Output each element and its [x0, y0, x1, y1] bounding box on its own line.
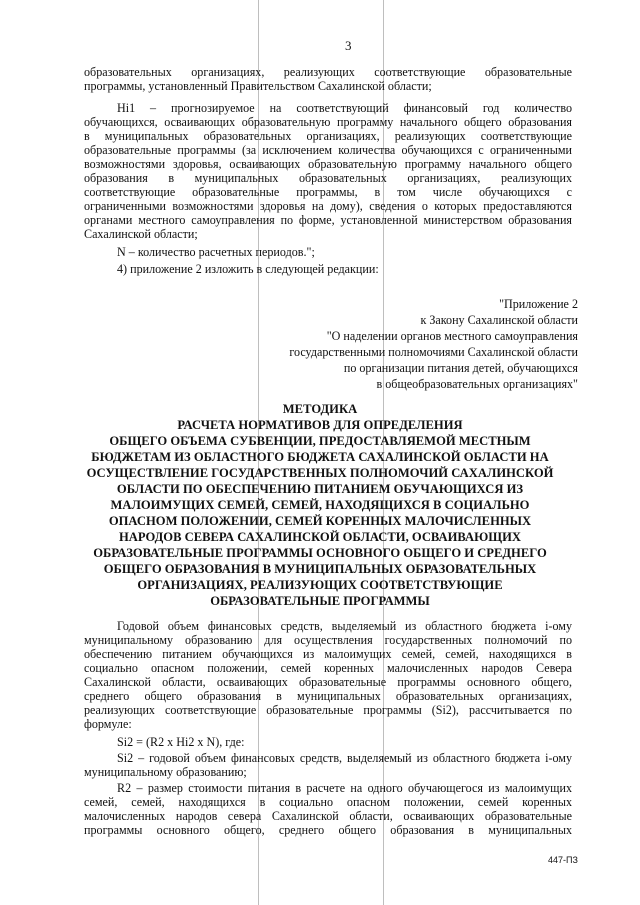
- appendix-line: к Закону Сахалинской области: [420, 313, 578, 327]
- text-line: 4) приложение 2 изложить в следующей редакции:: [117, 262, 379, 276]
- text-line: Нi1 – прогнозируемое на соответствующий финансовый год количество: [117, 101, 572, 115]
- appendix-line: государственными полномочиями Сахалинской области: [289, 345, 578, 359]
- text-line: образовательных организациях, реализующих соответствующие образовательные: [84, 65, 572, 79]
- text-line: обеспечению питанием обучающихся из малоимущих семей, семей, находящихся в: [84, 647, 572, 661]
- document-code: 447-ПЗ: [548, 855, 578, 865]
- text-line: в муниципальных образовательных организациях, реализующих соответствующие: [84, 129, 572, 143]
- title-line: МЕТОДИКА: [282, 402, 358, 416]
- text-line: среднего общего образования в муниципальных образовательных организациях,: [84, 689, 572, 703]
- title-line: ОБРАЗОВАТЕЛЬНЫЕ ПРОГРАММЫ: [210, 594, 430, 608]
- title-line: ОБЩЕГО ОБРАЗОВАНИЯ В МУНИЦИПАЛЬНЫХ ОБРАЗОВАТЕЛЬНЫХ: [103, 562, 537, 576]
- text-line: N – количество расчетных периодов.";: [117, 245, 315, 259]
- text-line: формуле:: [84, 717, 132, 731]
- text-line: реализующих соответствующие образовательные программы (Si2), рассчитывается по: [84, 703, 572, 717]
- text-line: возможностями здоровья, осваивающих образовательную программу начального общего: [84, 157, 572, 171]
- text-line: программы основного общего, среднего общего образования в муниципальных: [84, 823, 572, 837]
- formula: Si2 = (R2 x Hi2 x N), где:: [117, 735, 245, 749]
- title-line: ОПАСНОМ ПОЛОЖЕНИИ, СЕМЕЙ КОРЕННЫХ МАЛОЧИСЛЕННЫХ: [108, 514, 532, 528]
- text-line: Сахалинской области, осваивающих образовательные программы основного общего,: [84, 675, 572, 689]
- text-line: соответствующие образовательные программы, в том числе обучающихся с: [84, 185, 572, 199]
- title-line: ОБРАЗОВАТЕЛЬНЫЕ ПРОГРАММЫ ОСНОВНОГО ОБЩЕГО И СРЕДНЕГО: [93, 546, 547, 560]
- text-line: малочисленных народов севера Сахалинской области, осваивающих образовательные: [84, 809, 572, 823]
- title-line: ОБЩЕГО ОБЪЕМА СУБВЕНЦИИ, ПРЕДОСТАВЛЯЕМОЙ МЕСТНЫМ: [109, 434, 531, 448]
- text-line: муниципальному образованию;: [84, 765, 247, 779]
- text-line: обучающихся, осваивающих образовательную программу начального общего образования: [84, 115, 572, 129]
- text-line: R2 – размер стоимости питания в расчете на одного обучающегося из малоимущих: [117, 781, 572, 795]
- text-line: семей, семей, находящихся в социально опасном положении, семей коренных: [84, 795, 572, 809]
- title-line: МАЛОИМУЩИХ СЕМЕЙ, СЕМЕЙ, НАХОДЯЩИХСЯ В СОЦИАЛЬНО: [110, 498, 530, 512]
- title-line: РАСЧЕТА НОРМАТИВОВ ДЛЯ ОПРЕДЕЛЕНИЯ: [177, 418, 463, 432]
- appendix-line: "О наделении органов местного самоуправления: [326, 329, 578, 343]
- appendix-line: "Приложение 2: [499, 297, 578, 311]
- text-line: ограниченными возможностями здоровья на дому), сведения о которых предоставляются: [84, 199, 572, 213]
- text-line: Сахалинской области;: [84, 227, 198, 241]
- text-line: образования в муниципальных образовательных организациях, реализующих: [84, 171, 572, 185]
- text-line: Годовой объем финансовых средств, выделяемый из областного бюджета i-ому: [117, 619, 572, 633]
- title-line: БЮДЖЕТАМ ИЗ ОБЛАСТНОГО БЮДЖЕТА САХАЛИНСКОЙ ОБЛАСТИ НА: [91, 450, 549, 464]
- title-line: НАРОДОВ СЕВЕРА САХАЛИНСКОЙ ОБЛАСТИ, ОСВАИВАЮЩИХ: [118, 530, 522, 544]
- text-line: муниципальному образованию для осуществления государственных полномочий по: [84, 633, 572, 647]
- text-line: Si2 – годовой объем финансовых средств, выделяемый из областного бюджета i-ому: [117, 751, 572, 765]
- text-line: органами местного самоуправления по форме, установленной министерством образования: [84, 213, 572, 227]
- title-line: ОСУЩЕСТВЛЕНИЕ ГОСУДАРСТВЕННЫХ ПОЛНОМОЧИЙ САХАЛИНСКОЙ: [86, 466, 554, 480]
- text-line: социально опасном положении, семей коренных малочисленных народов Севера: [84, 661, 572, 675]
- text-line: образовательные программы (за исключением количества обучающихся с ограниченными: [84, 143, 572, 157]
- text-line: программы, установленный Правительством Сахалинской области;: [84, 79, 432, 93]
- title-line: ОРГАНИЗАЦИЯХ, РЕАЛИЗУЮЩИХ СООТВЕТСТВУЮЩИЕ: [137, 578, 503, 592]
- page-number: 3: [345, 38, 352, 53]
- title-line: ОБЛАСТИ ПО ОБЕСПЕЧЕНИЮ ПИТАНИЕМ ОБУЧАЮЩИХСЯ ИЗ: [116, 482, 524, 496]
- appendix-line: в общеобразовательных организациях": [376, 377, 578, 391]
- appendix-line: по организации питания детей, обучающихся: [343, 361, 578, 375]
